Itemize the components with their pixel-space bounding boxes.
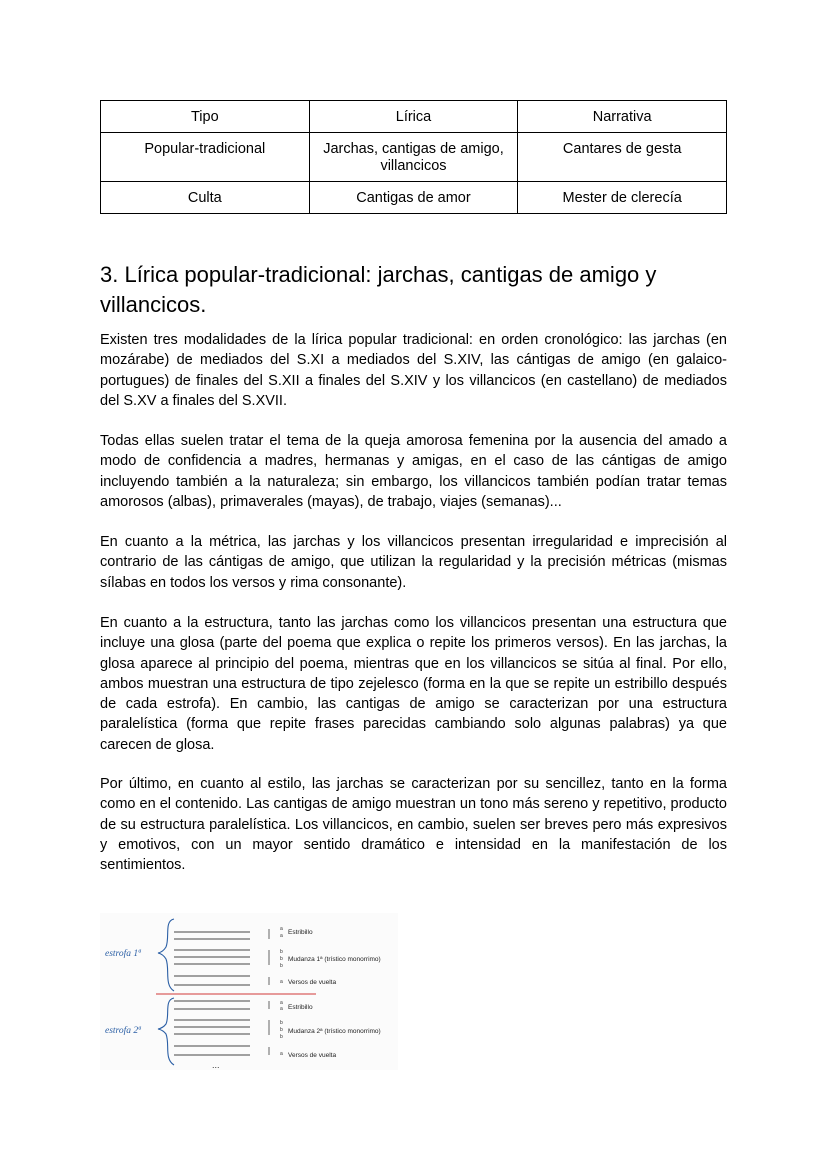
verse-lines-stanza-2 — [174, 1001, 250, 1055]
table-cell: Cantares de gesta — [518, 133, 727, 182]
section-heading: 3. Lírica popular-tradicional: jarchas, cantigas de amigo y villancicos. — [100, 262, 657, 317]
rhyme-letter: a — [280, 926, 283, 932]
table-cell: Popular-tradicional — [101, 133, 310, 182]
paragraph: En cuanto a la estructura, tanto las jarchas como los villancicos presentan una estructura que incluye una glosa (parte del poema que explica o repite los primeros versos). En las jarchas, la glosa aparece al principio del poema, mientras que en los villancicos se sitúa al final. Por ello, ambos muestran una estructura de tipo zejelesco (forma en la que se repite un estribillo después de cada estrofa). En cambio, las cantigas de amigo se caracterizan por una estructura paralelística (forma que repite frases parecidas cambiando solo algunas palabras) ya que carecen de glosa. — [100, 615, 727, 753]
brace-icon — [158, 919, 174, 991]
paragraph: En cuanto a la métrica, las jarchas y los villancicos presentan irregularidad e imprecisión al contrario de las cántigas de amigo, que utilizan la regularidad y la precisión métricas (mismas sílabas en todos los versos y rima consonante). — [100, 534, 727, 591]
table-row — [101, 133, 727, 182]
paragraph: Existen tres modalidades de la lírica popular tradicional: en orden cronológico: las jarchas (en mozárabe) de mediados del S.XI a mediados del S.XIV, las cántigas de amigo (en galaico-portugues) de finales del S.XII a finales del S.XIV y los villancicos (en castellano) de mediados del S.XV a finales del S.XVII. — [100, 332, 727, 409]
header-cell: Narrativa — [518, 101, 727, 133]
rhyme-letter: b — [280, 963, 283, 969]
rhyme-letter: a — [280, 1006, 283, 1012]
continuation-ellipsis: ... — [212, 1060, 220, 1070]
header-cell: Tipo — [101, 101, 310, 133]
header-cell: Lírica — [309, 101, 518, 133]
table-row — [101, 182, 727, 214]
zejel-structure-diagram — [100, 913, 398, 1070]
rhyme-letter: b — [280, 1027, 283, 1033]
structure-label: Versos de vuelta — [288, 1052, 337, 1059]
brace-icon — [158, 998, 174, 1065]
literature-classification-table — [100, 100, 727, 214]
table-cell: Mester de clerecía — [518, 182, 727, 214]
rhyme-letter: b — [280, 956, 283, 962]
structure-label: Estribillo — [288, 1004, 313, 1011]
stanza-label: estrofa 2ª — [105, 1026, 141, 1036]
rhyme-letter: a — [280, 933, 283, 939]
stanza-label: estrofa 1ª — [105, 949, 141, 959]
table-cell: Culta — [101, 182, 310, 214]
table-cell: Jarchas, cantigas de amigo, villancicos — [309, 133, 518, 182]
rhyme-letter: b — [280, 949, 283, 955]
rhyme-letter: b — [280, 1034, 283, 1040]
rhyme-letter: a — [280, 1051, 283, 1057]
rhyme-letter: b — [280, 1020, 283, 1026]
paragraph: Todas ellas suelen tratar el tema de la queja amorosa femenina por la ausencia del amado a modo de confidencia a madres, hermanas y amigas, en el caso de las cántigas de amigo incluyendo también a la naturaleza; sin embargo, los villancicos también podían tratar temas amorosos (albas), primaverales (mayas), de trabajo, viajes (semanas)... — [100, 433, 727, 510]
structure-label: Versos de vuelta — [288, 979, 337, 986]
structure-label: Mudanza 1ª (trístico monorrimo) — [288, 956, 381, 963]
structure-label: Mudanza 2ª (trístico monorrimo) — [288, 1028, 381, 1035]
paragraph: Por último, en cuanto al estilo, las jarchas se caracterizan por su sencillez, tanto en la forma como en el contenido. Las cantigas de amigo muestran un tono más sereno y repetitivo, producto de su estructura paralelística. Los villancicos, en cambio, suelen ser breves pero más expresivos y emotivos, con un mayor sentido dramático e intensidad en la manifestación de los sentimientos. — [100, 776, 727, 874]
table-cell: Cantigas de amor — [309, 182, 518, 214]
verse-lines-stanza-1 — [174, 932, 250, 985]
table-header-row — [101, 101, 727, 133]
rhyme-letter: a — [280, 979, 283, 985]
structure-label: Estribillo — [288, 929, 313, 936]
diagram-canvas — [100, 913, 398, 1070]
rhyme-letter: a — [280, 1000, 283, 1006]
